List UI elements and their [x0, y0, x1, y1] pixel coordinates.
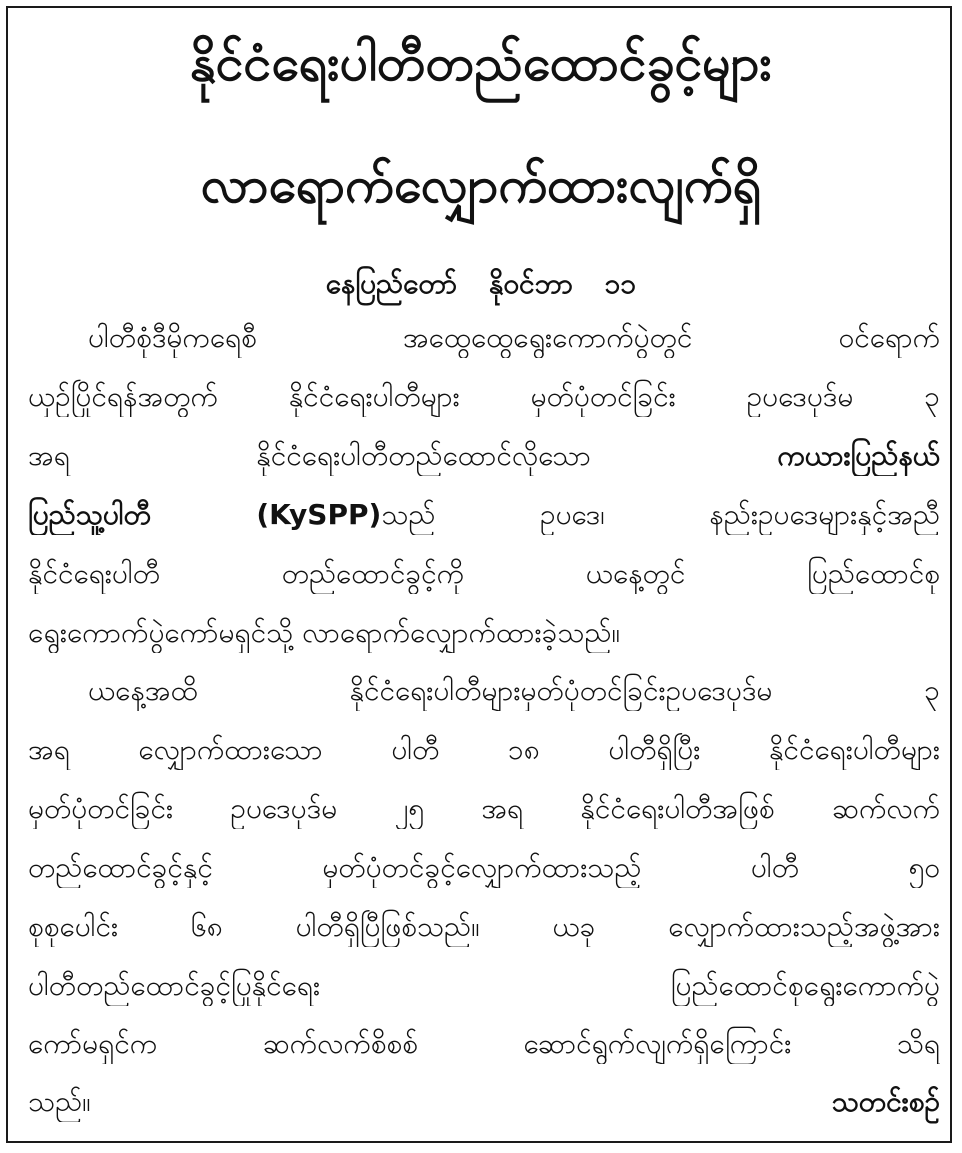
- paragraph-line: [28, 495, 940, 535]
- paragraph-line: [28, 436, 940, 476]
- paragraph-text: အရ နိုင်ငံရေးပါတီတည်ထောင်လိုသော: [28, 439, 778, 472]
- paragraph-line: စုစုပေါင်း ၆၈ ပါတီရှိပြီဖြစ်သည်။ ယခု လျှောက်ထားသည့်အဖွဲ့အား: [28, 910, 940, 943]
- paragraph-line: သည်။: [28, 1085, 91, 1118]
- paragraph-line: ယနေ့အထိ နိုင်ငံရေးပါတီများမှတ်ပုံတင်ခြင်းဥပဒေပုဒ်မ ၃: [88, 674, 940, 707]
- paragraph-text: သည် ဥပဒေ၊ နည်းဥပဒေများနှင့်အညီ: [381, 498, 940, 531]
- headline-line-2: လာရောက်လျှောက်ထားလျက်ရှိ: [200, 156, 762, 214]
- dateline: နေပြည်တော် နိုဝင်ဘာ ၁၁: [325, 267, 637, 300]
- paragraph-line: ကော်မရှင်က ဆက်လက်စိစစ် ဆောင်ရွက်လျက်ရှိကြောင်း သိရ: [28, 1027, 940, 1060]
- party-name-bold: ပြည်သူ့ပါတီ (KySPP): [28, 498, 382, 531]
- paragraph-line: မှတ်ပုံတင်ခြင်း ဥပဒေပုဒ်မ ၂၅ အရ နိုင်ငံရေးပါတီအဖြစ် ဆက်လက်: [28, 792, 940, 825]
- paragraph-line: တည်ထောင်ခွင့်နှင့် မှတ်ပုံတင်ခွင့်လျှောက်ထားသည့် ပါတီ ၅၀: [28, 851, 940, 884]
- paragraph-line: ပါတီတည်ထောင်ခွင့်ပြုနိုင်ရေး ပြည်ထောင်စုရွေးကောက်ပွဲ: [28, 969, 940, 1002]
- party-name-bold: ကယားပြည်နယ်: [777, 439, 940, 472]
- paragraph-line: အရ လျှောက်ထားသော ပါတီ ၁၈ ပါတီရှိပြီး နိုင်ငံရေးပါတီများ: [28, 733, 940, 766]
- paragraph-line: ရွေးကောက်ပွဲကော်မရှင်သို့ လာရောက်လျှောက်ထားခဲ့သည်။: [28, 616, 621, 649]
- headline-line-1: နိုင်ငံရေးပါတီတည်ထောင်ခွင့်များ: [189, 34, 773, 92]
- paragraph-line: နိုင်ငံရေးပါတီ တည်ထောင်ခွင့်ကို ယနေ့တွင် ပြည်ထောင်စု: [28, 557, 940, 590]
- paragraph-line: ယှဉ်ပြိုင်ရန်အတွက် နိုင်ငံရေးပါတီများ မှတ်ပုံတင်ခြင်း ဥပဒေပုဒ်မ ၃: [28, 380, 940, 413]
- paragraph-line: ပါတီစုံဒီမိုကရေစီ အထွေထွေရွေးကောက်ပွဲတွင် ဝင်ရောက်: [88, 321, 940, 354]
- byline: သတင်းစဉ်: [831, 1085, 940, 1118]
